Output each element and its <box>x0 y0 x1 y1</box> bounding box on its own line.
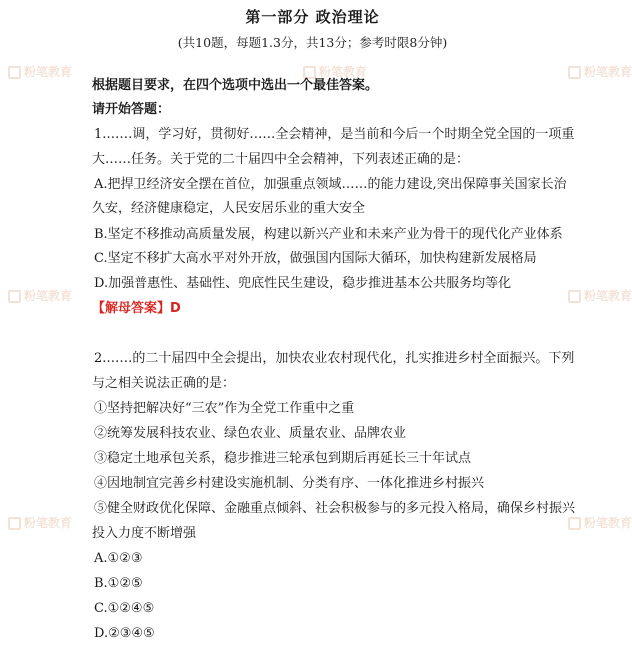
q1-stem-line2: 大……任务。关于党的二十届四中全会精神，下列表述正确的是： <box>92 152 470 167</box>
q2-stem-line1: 2.……的二十届四中全会提出，加快农业农村现代化，扎实推进乡村全面振兴。下列 <box>94 351 575 366</box>
q2-option-a: A.①②③ <box>94 551 143 566</box>
watermark-logo: 粉笔教育 <box>8 63 72 80</box>
watermark-logo: 粉笔教育 <box>8 514 72 531</box>
q1-option-a-line2: 久安，经济健康稳定，人民安居乐业的重大安全 <box>92 201 366 216</box>
q1-answer <box>92 300 181 318</box>
watermark-logo: 粉笔教育 <box>303 63 367 80</box>
q2-option-b: B.①②⑤ <box>94 576 143 591</box>
q2-item-5-line1: ⑤健全财政优化保障、金融重点倾斜、社会积极参与的多元投入格局，确保乡村振兴 <box>94 501 576 516</box>
q1-option-a-line1: A.把捍卫经济安全摆在首位，加强重点领域……的能力建设,突出保障事关国家长治 <box>94 177 567 192</box>
q1-answer-value: D <box>170 301 181 316</box>
q2-item-5-line2: 投入力度不断增强 <box>92 526 197 541</box>
watermark-logo: 粉笔教育 <box>8 287 72 304</box>
section-title: 第一部分 政治理论 <box>245 8 380 26</box>
q1-option-c: C.坚定不移扩大高水平对外开放，做强国内国际大循环，加快构建新发展格局 <box>94 251 537 266</box>
watermark-logo: 粉笔教育 <box>568 514 632 531</box>
q2-stem-line2: 与之相关说法正确的是： <box>92 376 236 391</box>
q2-item-3: ③稳定土地承包关系，稳步推进三轮承包到期后再延长三十年试点 <box>94 451 472 466</box>
instruction-rule: 根据题目要求，在四个选项中选出一个最佳答案。 <box>92 78 379 93</box>
q2-option-c: C.①②④⑤ <box>94 601 155 616</box>
section-subtitle: (共10题，每题1.3分，共13分；参考时限8分钟) <box>177 35 448 50</box>
q1-answer-label: 【解母答案】 <box>92 301 171 316</box>
q1-option-d: D.加强普惠性、基础性、兜底性民生建设，稳步推进基本公共服务均等化 <box>94 276 512 291</box>
q1-option-b: B.坚定不移推动高质量发展，构建以新兴产业和未来产业为骨干的现代化产业体系 <box>94 227 563 242</box>
q2-item-1: ①坚持把解决好“三农”作为全党工作重中之重 <box>94 401 355 416</box>
instruction-start: 请开始答题： <box>92 102 171 117</box>
watermark-logo: 粉笔教育 <box>568 63 632 80</box>
q1-stem-line1: 1.……调，学习好，贯彻好……全会精神，是当前和今后一个时期全党全国的一项重 <box>94 127 575 142</box>
watermark-logo: 粉笔教育 <box>568 287 632 304</box>
q2-item-4: ④因地制宜完善乡村建设实施机制、分类有序、一体化推进乡村振兴 <box>94 476 485 491</box>
q2-option-d: D.②③④⑤ <box>94 626 155 641</box>
q2-item-2: ②统筹发展科技农业、绿色农业、质量农业、品牌农业 <box>94 426 407 441</box>
